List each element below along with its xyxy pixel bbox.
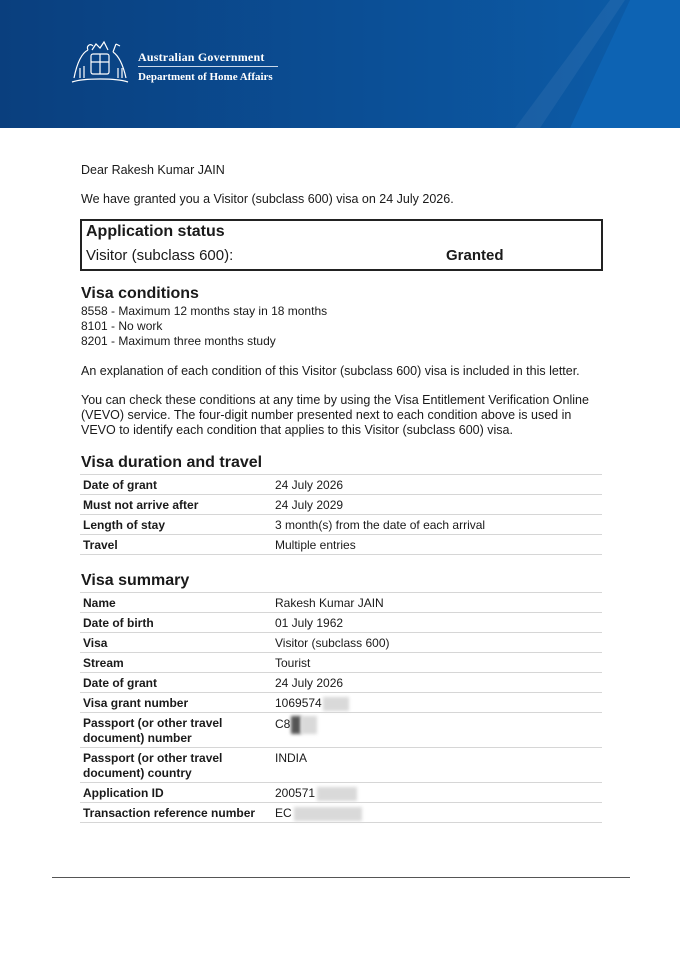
row-value: 24 July 2026 bbox=[275, 478, 344, 492]
condition-item: 8558 - Maximum 12 months stay in 18 months bbox=[81, 304, 328, 318]
footer-divider bbox=[52, 877, 630, 878]
redaction-block bbox=[291, 716, 301, 734]
row-label: Date of birth bbox=[83, 616, 154, 630]
conditions-explanation: An explanation of each condition of this Visitor (subclass 600) visa is included in this letter. bbox=[81, 364, 580, 378]
row-label: Travel bbox=[83, 538, 118, 552]
row-value: 01 July 1962 bbox=[275, 616, 344, 630]
duration-table bbox=[80, 474, 602, 555]
table-row bbox=[80, 535, 602, 555]
department-name: Department of Home Affairs bbox=[138, 71, 273, 83]
header-divider bbox=[138, 66, 278, 67]
letterhead-banner bbox=[0, 0, 680, 128]
redaction-block bbox=[301, 716, 317, 734]
row-value: Rakesh Kumar JAIN bbox=[275, 596, 384, 610]
table-row bbox=[80, 593, 602, 613]
status-value: Granted bbox=[446, 247, 504, 264]
table-row bbox=[80, 653, 602, 673]
row-value: Tourist bbox=[275, 656, 311, 670]
government-name: Australian Government bbox=[138, 50, 265, 64]
table-row bbox=[80, 783, 602, 803]
row-label: Application ID bbox=[83, 786, 164, 800]
duration-heading: Visa duration and travel bbox=[81, 454, 263, 471]
row-label: Name bbox=[83, 596, 116, 610]
table-row bbox=[80, 693, 602, 713]
row-value: 24 July 2026 bbox=[275, 676, 344, 690]
row-label: Must not arrive after bbox=[83, 498, 199, 512]
vevo-paragraph-line: You can check these conditions at any time by using the Visa Entitlement Verification Online bbox=[81, 393, 589, 407]
vevo-paragraph-line: (VEVO) service. The four-digit number presented next to each condition above is used in bbox=[81, 408, 572, 422]
condition-item: 8201 - Maximum three months study bbox=[81, 334, 276, 348]
visa-grant-number: 1069574 bbox=[275, 696, 322, 710]
coat-of-arms-icon bbox=[66, 38, 134, 88]
row-value: 24 July 2029 bbox=[275, 498, 344, 512]
row-value bbox=[275, 786, 357, 801]
redaction-block bbox=[294, 807, 362, 821]
row-label: Visa grant number bbox=[83, 696, 189, 710]
condition-item: 8101 - No work bbox=[81, 319, 163, 333]
row-value: Multiple entries bbox=[275, 538, 356, 552]
row-label: Passport (or other travel document) number bbox=[83, 716, 223, 745]
summary-table bbox=[80, 592, 602, 823]
table-row bbox=[80, 673, 602, 693]
status-title: Application status bbox=[86, 223, 225, 240]
application-id: 200571 bbox=[275, 786, 316, 800]
redaction-block bbox=[323, 697, 349, 711]
conditions-heading: Visa conditions bbox=[81, 285, 199, 302]
row-value: INDIA bbox=[275, 751, 308, 765]
table-row bbox=[80, 633, 602, 653]
salutation: Dear Rakesh Kumar JAIN bbox=[81, 163, 225, 177]
passport-number: C8 bbox=[275, 717, 291, 732]
row-value: Visitor (subclass 600) bbox=[275, 636, 390, 650]
status-visa-label: Visitor (subclass 600): bbox=[86, 247, 234, 264]
row-label: Visa bbox=[83, 636, 108, 650]
row-label: Length of stay bbox=[83, 518, 166, 532]
transaction-reference: EC bbox=[275, 806, 292, 820]
row-label: Transaction reference number bbox=[83, 806, 256, 820]
table-row bbox=[80, 803, 602, 823]
grant-intro: We have granted you a Visitor (subclass 600) visa on 24 July 2026. bbox=[81, 192, 454, 206]
row-value bbox=[275, 716, 317, 734]
table-row bbox=[80, 475, 602, 495]
row-label: Date of grant bbox=[83, 478, 158, 492]
vevo-paragraph-line: VEVO to identify each condition that applies to this Visitor (subclass 600) visa. bbox=[81, 423, 513, 437]
row-value bbox=[275, 696, 349, 711]
table-row bbox=[80, 713, 602, 748]
table-row bbox=[80, 515, 602, 535]
row-label: Date of grant bbox=[83, 676, 158, 690]
row-label: Stream bbox=[83, 656, 124, 670]
row-value: 3 month(s) from the date of each arrival bbox=[275, 518, 486, 532]
redaction-block bbox=[317, 787, 357, 801]
application-status-box bbox=[80, 219, 603, 271]
summary-heading: Visa summary bbox=[81, 572, 190, 589]
row-value bbox=[275, 806, 362, 821]
table-row bbox=[80, 748, 602, 783]
row-label: Passport (or other travel document) country bbox=[83, 751, 223, 780]
table-row bbox=[80, 613, 602, 633]
table-row bbox=[80, 495, 602, 515]
